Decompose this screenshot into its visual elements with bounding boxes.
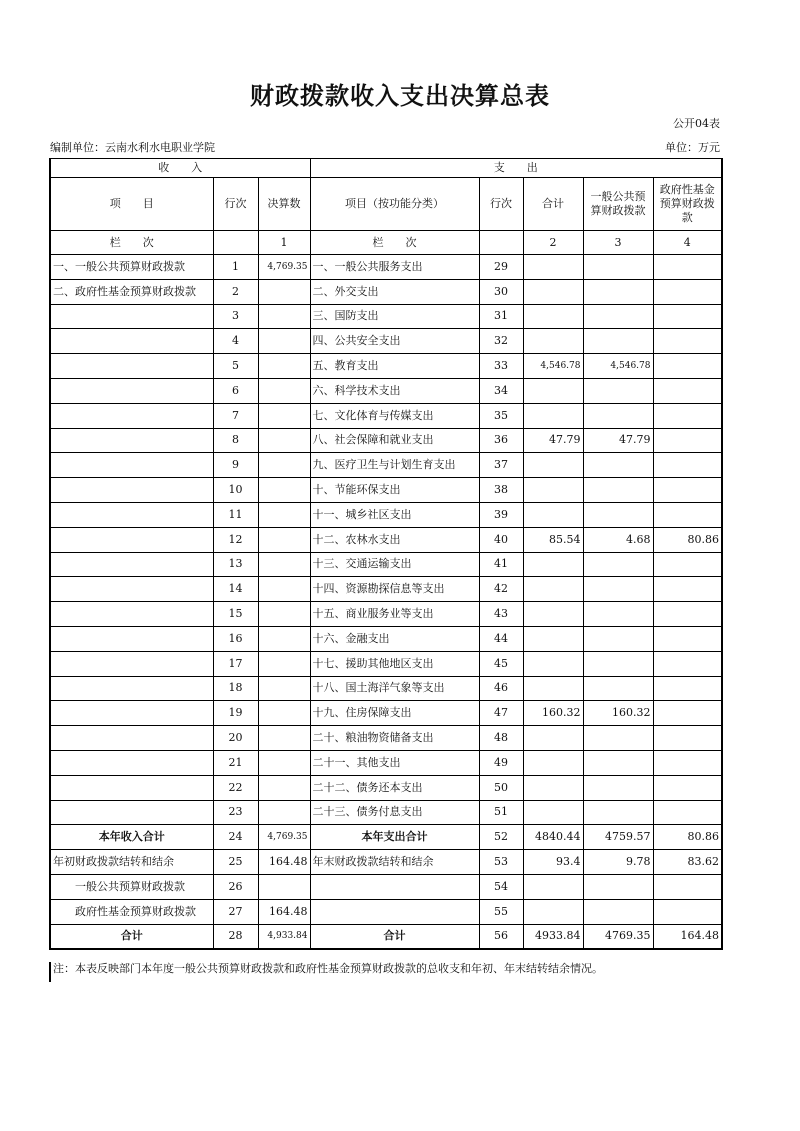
expense-fund [653,279,722,304]
expense-total [523,304,583,329]
expense-item: 十八、国土海洋气象等支出 [310,676,479,701]
expense-total [523,775,583,800]
expense-general: 4,546.78 [583,354,653,379]
expense-total [523,552,583,577]
begin-label: 年初财政拨款结转和结余 [50,850,213,875]
total-ex-total: 4933.84 [523,924,583,949]
income-line-no: 23 [213,800,258,825]
income-amount [258,726,310,751]
gen-sub-no: 26 [213,874,258,899]
col-label: 栏 次 [50,231,213,255]
empty-cell [310,874,479,899]
expense-fund [653,577,722,602]
end-total: 93.4 [523,850,583,875]
expense-total [523,502,583,527]
expense-general [583,577,653,602]
unit-label: 单位：万元 [665,141,720,154]
income-amount [258,502,310,527]
income-amount [258,800,310,825]
year-income-label: 本年收入合计 [50,825,213,850]
income-item [50,775,213,800]
expense-general [583,676,653,701]
income-item [50,453,213,478]
table-row [50,602,722,627]
expense-total [523,726,583,751]
empty-cell [310,899,479,924]
table-row [50,255,722,280]
expense-fund [653,304,722,329]
expense-fund [653,378,722,403]
expense-total [523,676,583,701]
income-item [50,527,213,552]
table-row [50,775,722,800]
income-item [50,676,213,701]
expense-fund [653,552,722,577]
total-no: 28 [213,924,258,949]
expense-item: 三、国防支出 [310,304,479,329]
expense-header: 支 出 [310,159,722,178]
expense-fund: 80.86 [653,527,722,552]
expense-fund [653,502,722,527]
expense-total [523,403,583,428]
expense-line-no: 31 [479,304,523,329]
expense-line-no: 51 [479,800,523,825]
expense-fund [653,800,722,825]
table-row [50,378,722,403]
expense-line-no: 47 [479,701,523,726]
fund-sub-ex-no: 55 [479,899,523,924]
expense-general [583,255,653,280]
income-line-no: 11 [213,502,258,527]
table-row [50,750,722,775]
total-ex-label: 合计 [310,924,479,949]
income-item [50,626,213,651]
col4-label: 4 [653,231,722,255]
line-no-header: 行次 [213,178,258,231]
income-item [50,726,213,751]
table-row [50,552,722,577]
expense-fund [653,354,722,379]
empty-cell [583,874,653,899]
income-item [50,602,213,627]
expense-line-no: 48 [479,726,523,751]
fund-sub-label: 政府性基金预算财政拨款 [50,899,213,924]
expense-fund [653,428,722,453]
table-code: 公开04表 [673,117,720,130]
expense-line-no: 39 [479,502,523,527]
income-amount [258,750,310,775]
expense-fund [653,651,722,676]
income-amount [258,651,310,676]
page-title: 财政拨款收入支出决算总表 [250,81,550,110]
empty-cell [213,231,258,255]
income-item [50,577,213,602]
expense-general [583,279,653,304]
income-item [50,701,213,726]
income-line-no: 20 [213,726,258,751]
expense-item: 二十、粮油物资储备支出 [310,726,479,751]
expense-general [583,651,653,676]
income-line-no: 14 [213,577,258,602]
table-row [50,701,722,726]
expense-line-no: 35 [479,403,523,428]
year-expense-fund: 80.86 [653,825,722,850]
table-row [50,329,722,354]
income-amount [258,453,310,478]
expense-general [583,378,653,403]
year-expense-general: 4759.57 [583,825,653,850]
expense-general [583,626,653,651]
table-row [50,527,722,552]
table-row [50,478,722,503]
expense-item: 十二、农林水支出 [310,527,479,552]
income-line-no: 8 [213,428,258,453]
expense-line-no: 49 [479,750,523,775]
expense-fund [653,329,722,354]
income-item [50,502,213,527]
expense-item: 十九、住房保障支出 [310,701,479,726]
general-sub-row [50,874,722,899]
expense-general [583,726,653,751]
year-expense-total: 4840.44 [523,825,583,850]
income-amount [258,354,310,379]
fund-sub-row [50,899,722,924]
expense-total: 47.79 [523,428,583,453]
expense-item: 十六、金融支出 [310,626,479,651]
expense-item: 十七、援助其他地区支出 [310,651,479,676]
grand-total-row [50,924,722,949]
expense-item: 十五、商业服务业等支出 [310,602,479,627]
income-line-no: 18 [213,676,258,701]
table-row [50,403,722,428]
total-ex-no: 56 [479,924,523,949]
line-no2-header: 行次 [479,178,523,231]
expense-general [583,602,653,627]
table-row [50,502,722,527]
table-row [50,626,722,651]
income-item [50,354,213,379]
income-line-no: 13 [213,552,258,577]
income-line-no: 12 [213,527,258,552]
expense-general [583,304,653,329]
income-amount [258,577,310,602]
expense-total: 160.32 [523,701,583,726]
income-item [50,478,213,503]
income-item: 一、一般公共预算财政拨款 [50,255,213,280]
gen-sub-ex-no: 54 [479,874,523,899]
expense-total [523,255,583,280]
expense-fund [653,626,722,651]
expense-line-no: 36 [479,428,523,453]
income-item [50,651,213,676]
expense-general: 4.68 [583,527,653,552]
income-amount [258,329,310,354]
expense-general [583,403,653,428]
expense-fund [653,255,722,280]
income-amount [258,304,310,329]
expense-general [583,750,653,775]
expense-line-no: 34 [479,378,523,403]
header-row-1 [50,159,722,178]
expense-line-no: 33 [479,354,523,379]
col2-label: 2 [523,231,583,255]
income-line-no: 4 [213,329,258,354]
year-expense-label: 本年支出合计 [310,825,479,850]
income-line-no: 16 [213,626,258,651]
table-row [50,651,722,676]
expense-general [583,552,653,577]
expense-item: 十一、城乡社区支出 [310,502,479,527]
table-row [50,726,722,751]
expense-item: 七、文化体育与传媒支出 [310,403,479,428]
table-row [50,279,722,304]
income-item [50,800,213,825]
end-fund: 83.62 [653,850,722,875]
expense-total [523,750,583,775]
income-line-no: 22 [213,775,258,800]
gen-sub-amt [258,874,310,899]
income-amount [258,403,310,428]
expense-item: 九、医疗卫生与计划生育支出 [310,453,479,478]
income-amount [258,279,310,304]
expense-fund [653,775,722,800]
income-amount [258,676,310,701]
expense-line-no: 45 [479,651,523,676]
year-total-row [50,825,722,850]
expense-general: 47.79 [583,428,653,453]
footnote: 注：本表反映部门本年度一般公共预算财政拨款和政府性基金预算财政拨款的总收支和年初、年末结转结余情况。 [49,962,603,982]
expense-line-no: 41 [479,552,523,577]
income-item: 二、政府性基金预算财政拨款 [50,279,213,304]
expense-line-no: 42 [479,577,523,602]
header-row-2 [50,178,722,231]
general-budget-header: 一般公共预算财政拨款 [583,178,653,231]
budget-table [49,158,723,950]
expense-total [523,478,583,503]
expense-line-no: 29 [479,255,523,280]
expense-item: 十四、资源勘探信息等支出 [310,577,479,602]
income-amount [258,552,310,577]
year-income-no: 24 [213,825,258,850]
expense-fund [653,403,722,428]
income-line-no: 19 [213,701,258,726]
expense-general [583,329,653,354]
income-line-no: 1 [213,255,258,280]
table-row [50,304,722,329]
expense-line-no: 40 [479,527,523,552]
income-amount [258,626,310,651]
expense-fund [653,701,722,726]
end-general: 9.78 [583,850,653,875]
expense-line-no: 32 [479,329,523,354]
expense-line-no: 37 [479,453,523,478]
end-no: 53 [479,850,523,875]
income-line-no: 3 [213,304,258,329]
income-line-no: 9 [213,453,258,478]
expense-line-no: 50 [479,775,523,800]
fund-sub-no: 27 [213,899,258,924]
table-row [50,676,722,701]
table-row [50,354,722,379]
expense-item: 五、教育支出 [310,354,479,379]
expense-total [523,577,583,602]
expense-item: 十三、交通运输支出 [310,552,479,577]
table-body [50,255,722,825]
empty-cell [479,231,523,255]
fund-budget-header: 政府性基金预算财政拨款 [653,178,722,231]
expense-line-no: 44 [479,626,523,651]
table-row [50,428,722,453]
amount-header: 决算数 [258,178,310,231]
expense-line-no: 43 [479,602,523,627]
income-line-no: 2 [213,279,258,304]
income-item [50,403,213,428]
total-label: 合计 [50,924,213,949]
expense-total [523,279,583,304]
income-amount [258,378,310,403]
expense-item: 六、科学技术支出 [310,378,479,403]
func-item-header: 项目（按功能分类） [310,178,479,231]
expense-fund [653,602,722,627]
income-amount [258,775,310,800]
expense-item: 十、节能环保支出 [310,478,479,503]
income-line-no: 21 [213,750,258,775]
total-amt: 4,933.84 [258,924,310,949]
income-line-no: 6 [213,378,258,403]
expense-general: 160.32 [583,701,653,726]
gen-sub-label: 一般公共预算财政拨款 [50,874,213,899]
expense-general [583,478,653,503]
income-amount [258,428,310,453]
expense-line-no: 46 [479,676,523,701]
total-ex-general: 4769.35 [583,924,653,949]
total-ex-fund: 164.48 [653,924,722,949]
income-line-no: 15 [213,602,258,627]
income-item [50,552,213,577]
expense-item: 二十三、债务付息支出 [310,800,479,825]
expense-fund [653,750,722,775]
expense-total [523,626,583,651]
empty-cell [583,899,653,924]
expense-total: 4,546.78 [523,354,583,379]
expense-total: 85.54 [523,527,583,552]
table-row [50,453,722,478]
income-item [50,428,213,453]
item-header: 项 目 [50,178,213,231]
header-row-3 [50,231,722,255]
expense-line-no: 30 [479,279,523,304]
expense-general [583,775,653,800]
expense-total [523,602,583,627]
expense-total [523,453,583,478]
expense-total [523,378,583,403]
col1-label: 1 [258,231,310,255]
end-label: 年末财政拨款结转和结余 [310,850,479,875]
expense-fund [653,453,722,478]
empty-cell [653,899,722,924]
income-amount [258,701,310,726]
table-row [50,577,722,602]
empty-cell [653,874,722,899]
table-row [50,800,722,825]
income-line-no: 7 [213,403,258,428]
income-line-no: 10 [213,478,258,503]
empty-cell [523,874,583,899]
begin-amt: 164.48 [258,850,310,875]
year-expense-no: 52 [479,825,523,850]
expense-item: 八、社会保障和就业支出 [310,428,479,453]
col3-label: 3 [583,231,653,255]
income-amount [258,527,310,552]
income-line-no: 17 [213,651,258,676]
begin-no: 25 [213,850,258,875]
expense-total [523,329,583,354]
expense-item: 二十一、其他支出 [310,750,479,775]
expense-total [523,651,583,676]
income-item [50,378,213,403]
expense-item: 一、一般公共服务支出 [310,255,479,280]
org-label: 编制单位：云南水利水电职业学院 [50,141,215,154]
income-item [50,329,213,354]
expense-total [523,800,583,825]
fund-sub-amt: 164.48 [258,899,310,924]
expense-general [583,800,653,825]
carryover-row [50,850,722,875]
income-header: 收 入 [50,159,310,178]
year-income-amt: 4,769.35 [258,825,310,850]
income-item [50,750,213,775]
expense-fund [653,726,722,751]
col-label2: 栏 次 [310,231,479,255]
total-header: 合计 [523,178,583,231]
income-item [50,304,213,329]
expense-fund [653,676,722,701]
expense-item: 四、公共安全支出 [310,329,479,354]
expense-general [583,502,653,527]
income-amount: 4,769.35 [258,255,310,280]
income-line-no: 5 [213,354,258,379]
empty-cell [523,899,583,924]
expense-line-no: 38 [479,478,523,503]
expense-general [583,453,653,478]
income-amount [258,602,310,627]
expense-item: 二十二、债务还本支出 [310,775,479,800]
expense-fund [653,478,722,503]
expense-item: 二、外交支出 [310,279,479,304]
income-amount [258,478,310,503]
